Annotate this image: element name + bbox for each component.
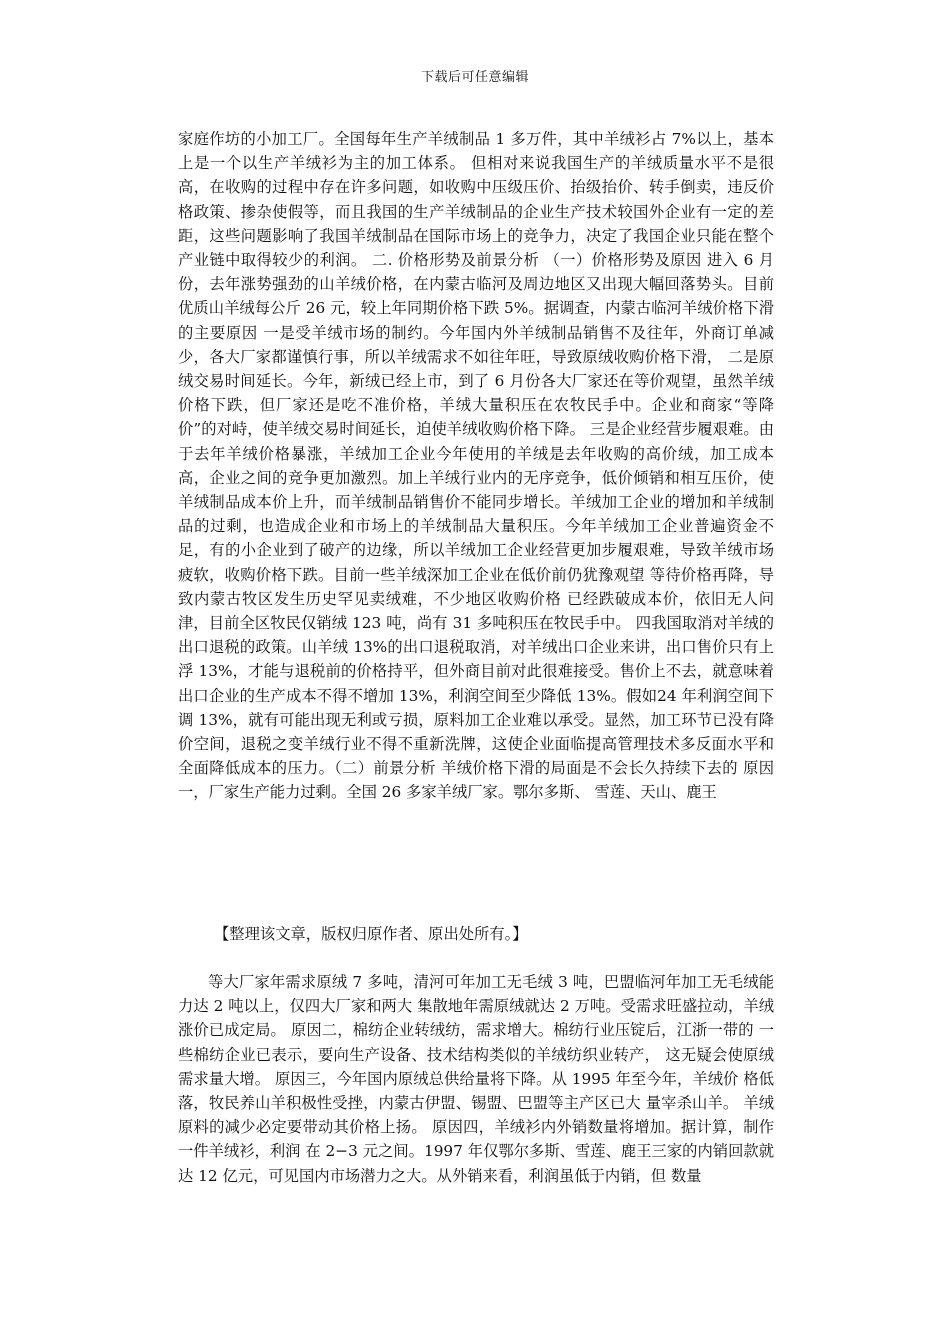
article-paragraph-1: 家庭作坊的小加工厂。全国每年生产羊绒制品 1 多万件，其中羊绒衫占 7%以上，基本上是一个以生产羊绒衫为主的加工体系。 但相对来说我国生产的羊绒质量水平不是很高，在收购的过程中存在许多问题，如收购中压级压价、抬级抬价、转手倒卖，违反价格政策、掺杂使假等，而且我国的生产羊绒制品的企业生产技术较国外企业有一定的差距，这些问题影响了我国羊绒制品在国际市场上的竞争力，决定了我国企业只能在整个产业链中取得较少的利润。 二. 价格形势及前景分析 （一）价格形势及原因 进入 6 月份，去年涨势强劲的山羊绒价格，在内蒙古临河及周边地区又出现大幅回落势头。目前优质山羊绒每公斤 26 元，较上年同期价格下跌 5%。据调查，内蒙古临河羊绒价格下滑的主要原因 一是受羊绒市场的制约。今年国内外羊绒制品销售不及往年，外商订单减少，各大厂家都谨慎行事，所以羊绒需求不如往年旺，导致原绒收购价格下滑， 二是原绒交易时间延长。今年，新绒已经上市，到了 6 月份各大厂家还在等价观望，虽然羊绒价格下跌，但厂家还是吃不准价格，羊绒大量积压在农牧民手中。企业和商家“等降价”的对峙，使羊绒交易时间延长，迫使羊绒收购价格下降。 三是企业经营步履艰难。由于去年羊绒价格暴涨，羊绒加工企业今年使用的羊绒是去年收购的高价绒，加工成本高，企业之间的竞争更加激烈。加上羊绒行业内的无序竞争，低价倾销和相互压价，使羊绒制品成本价上升，而羊绒制品销售价不能同步增长。羊绒加工企业的增加和羊绒制品的过剩，也造成企业和市场上的羊绒制品大量积压。今年羊绒加工企业普遍资金不足，有的小企业到了破产的边缘，所以羊绒加工企业经营更加步履艰难，导致羊绒市场疲软，收购价格下跌。目前一些羊绒深加工企业在低价前仍犹豫观望 等待价格再降，导致内蒙古牧区发生历史罕见卖绒难，不少地区收购价格 已经跌破成本价，依旧无人问津，目前全区牧民仅销绒 123 吨，尚有 31 多吨积压在牧民手中。 四我国取消对羊绒的出口退税的政策。山羊绒 13%的出口退税取消，对羊绒出口企业来讲，出口售价只有上浮 13%，才能与退税前的价格持平，但外商目前对此很难接受。售价上不去，就意味着出口企业的生产成本不得不增加 13%，利润空间至少降低 13%。假如24 年利润空间下调 13%，就有可能出现无利或亏损，原料加工企业难以承受。显然，加工环节已没有降价空间，退税之变羊绒行业不得不重新洗牌，这使企业面临提高管理技术多反面水平和全面降低成本的压力。（二）前景分析 羊绒价格下滑的局面是不会长久持续下去的 原因一，厂家生产能力过剩。全国 26 多家羊绒厂家。鄂尔多斯、 雪莲、天山、鹿王 [178,130,774,802]
page-header-note: 下载后可任意编辑 [420,70,529,85]
copyright-notice: 【整理该文章，版权归原作者、原出处所有。】 [214,925,528,943]
article-paragraph-2: 等大厂家年需求原绒 7 多吨，清河可年加工无毛绒 3 吨，巴盟临河年加工无毛绒能力达 2 吨以上，仅四大厂家和两大 集散地年需原绒就达 2 万吨。受需求旺盛拉动，羊绒涨价已成定局。 原因二，棉纺企业转绒纺，需求增大。棉纺行业压锭后，江浙一带的 一些棉纺企业已表示，要向生产设备、技术结构类似的羊绒纺织业转产， 这无疑会使原绒需求量大增。 原因三，今年国内原绒总供给量将下降。从 1995 年至今年，羊绒价 格低落，牧民养山羊积极性受挫，内蒙古伊盟、锡盟、巴盟等主产区已大 量宰杀山羊。 羊绒原料的减少必定要带动其价格上扬。 原因四，羊绒衫内外销数量将增加。据计算，制作一件羊绒衫，利润 在 2−3 元之间。1997 年仅鄂尔多斯、雪莲、鹿王三家的内销回款就达 12 亿元，可见国内市场潜力之大。从外销来看，利润虽低于内销，但 数量 [178,973,774,1185]
